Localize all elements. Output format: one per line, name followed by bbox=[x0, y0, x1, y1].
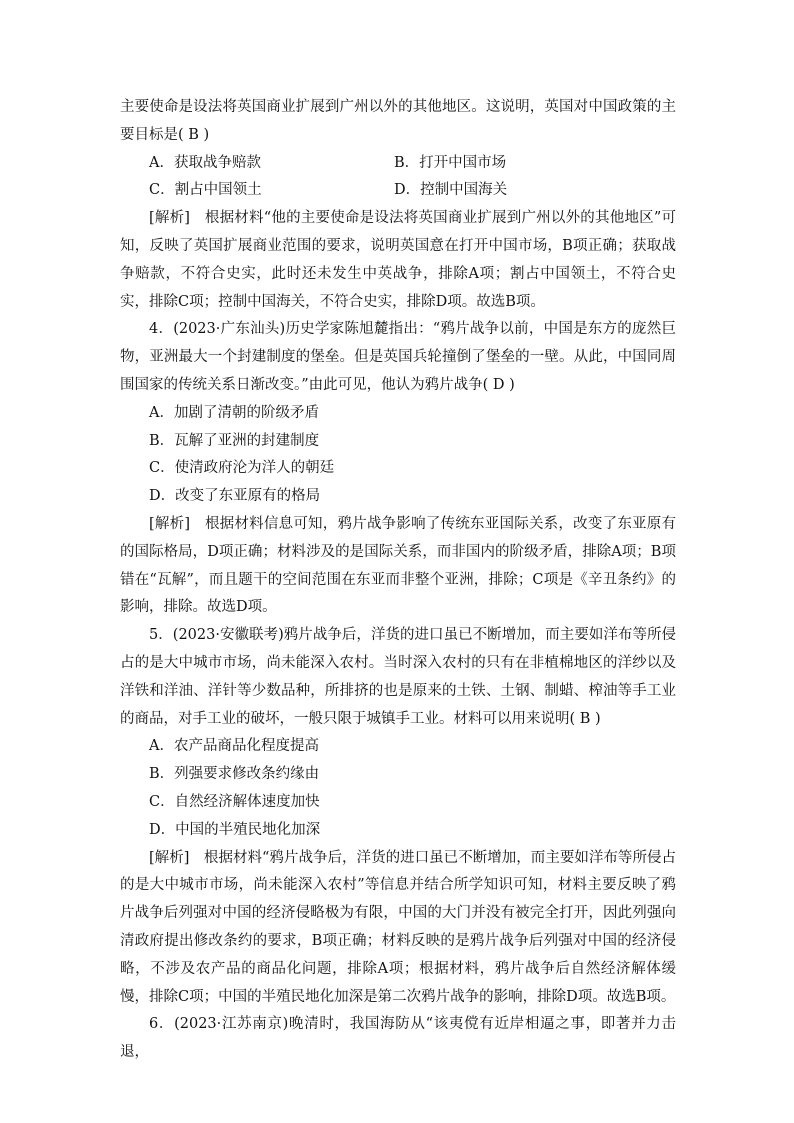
q4-analysis: [解析] 根据材料信息可知，鸦片战争影响了传统东亚国际关系，改变了东亚原有的国际格局，D项正确；材料涉及的是国际关系，而非国内的阶级矛盾，排除A项；B项错在“瓦解”，而且题干的空间范围在东亚而非整个亚洲，排除；C项是《辛丑条约》的影响，排除。故选D项。 bbox=[120, 515, 676, 616]
q5-option-b: B．列强要求修改条约缘由 bbox=[149, 766, 320, 783]
q6-stem: 6．(2023·江苏南京)晚清时，我国海防从“该夷傥有近岸相逼之事，即著并力击退， bbox=[120, 1016, 676, 1061]
q3-options-row-1 bbox=[120, 150, 676, 178]
q4-option-c: C．使清政府沦为洋人的朝廷 bbox=[149, 460, 335, 477]
q3-option-c: C．割占中国领土 bbox=[149, 182, 262, 199]
q5-stem: 5．(2023·安徽联考)鸦片战争后，洋货的进口虽已不断增加，而主要如洋布等所侵占的是大中城市市场，尚未能深入农村。当时深入农村的只有在非植棉地区的洋纱以及洋铁和洋油、洋针等少数品种，所排挤的也是原来的土铁、土钢、制蜡、榨油等手工业的商品，对手工业的破坏，一般只限于城镇手工业。材料可以用来说明( B ) bbox=[120, 627, 676, 727]
q5-option-d: D．中国的半殖民地化加深 bbox=[149, 821, 321, 838]
q5-option-c: C．自然经济解体速度加快 bbox=[149, 793, 320, 810]
q4-option-a: A．加剧了清朝的阶级矛盾 bbox=[149, 404, 319, 421]
q3-option-b: B．打开中国市场 bbox=[394, 154, 507, 171]
q3-analysis: [解析] 根据材料“他的主要使命是设法将英国商业扩展到广州以外的其他地区”可知，反映了英国扩展商业范围的要求，说明英国意在打开中国市场，B项正确；获取战争赔款，不符合史实，此时还未发生中英战争，排除A项；割占中国领土，不符合史实，排除C项；控制中国海关，不符合史实，排除D项。故选B项。 bbox=[120, 210, 676, 310]
q4-stem: 4．(2023·广东汕头)历史学家陈旭麓指出：“鸦片战争以前，中国是东方的庞然巨物，亚洲最大一个封建制度的堡垒。但是英国兵轮撞倒了堡垒的一壁。从此，中国同周围国家的传统关系日渐改变。”由此可见，他认为鸦片战争( D ) bbox=[120, 321, 676, 393]
question-content bbox=[120, 94, 676, 1067]
q5-option-a: A．农产品商品化程度提高 bbox=[149, 738, 319, 755]
q3-stem-continuation: 主要使命是设法将英国商业扩展到广州以外的其他地区。这说明，英国对中国政策的主要目标是( B ) bbox=[120, 99, 676, 143]
q5-analysis: [解析] 根据材料“鸦片战争后，洋货的进口虽已不断增加，而主要如洋布等所侵占的是大中城市市场，尚未能深入农村”等信息并结合所学知识可知，材料主要反映了鸦片战争后列强对中国的经济侵略极为有限，中国的大门并没有被完全打开，因此列强向清政府提出修改条约的要求，B项正确；材料反映的是鸦片战争后列强对中国的经济侵略，不涉及农产品的商品化问题，排除A项；根据材料，鸦片战争后自然经济解体缓慢，排除C项；中国的半殖民地化加深是第二次鸦片战争的影响，排除D项。故选B项。 bbox=[120, 849, 676, 1005]
q4-option-d: D．改变了东亚原有的格局 bbox=[149, 488, 321, 505]
q3-option-d: D．控制中国海关 bbox=[394, 182, 508, 199]
q4-option-b: B．瓦解了亚洲的封建制度 bbox=[149, 432, 320, 449]
q3-options-row-2 bbox=[120, 177, 676, 205]
q3-option-a: A．获取战争赔款 bbox=[149, 154, 261, 171]
